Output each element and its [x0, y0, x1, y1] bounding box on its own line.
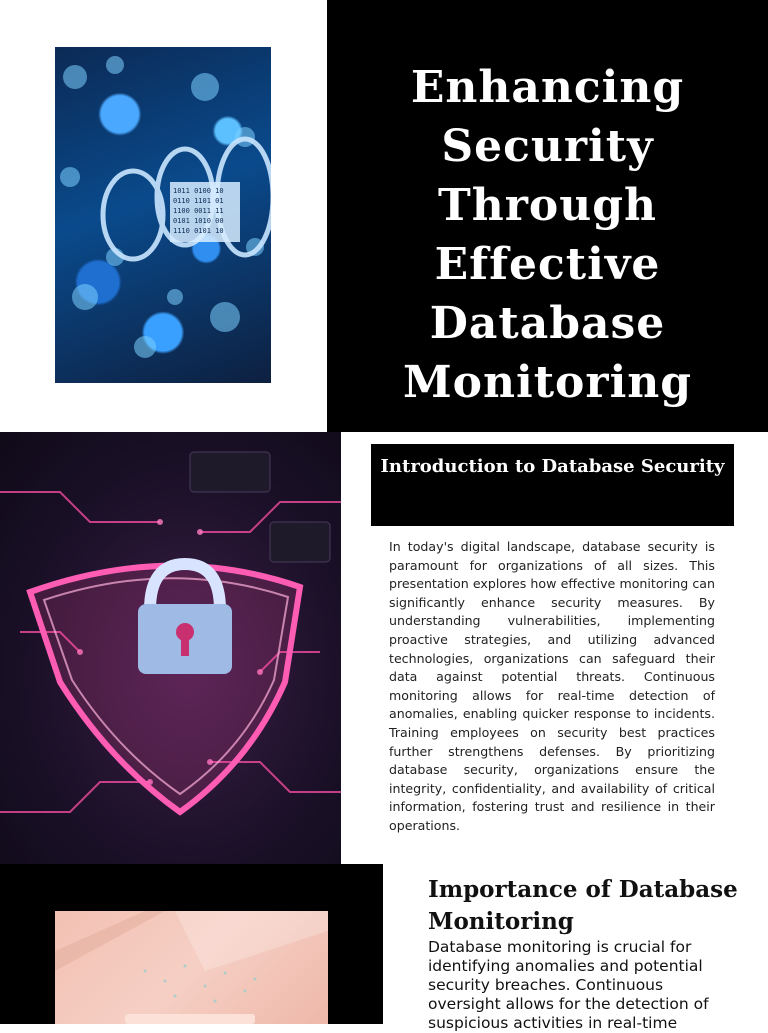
intro-heading: Introduction to Database Security — [380, 456, 725, 477]
intro-body-text: In today's digital landscape, database security is paramount for organizations of all sizes. This presentation explores how effective monitoring can significantly enhance security measures. By understanding vulnerabilities, implementing proactive strategies, and utilizing advanced technologies, organizations can safeguard their data against potential threats. Continuous monitoring allows for real-time detection of anomalies, enabling quicker response to incidents. Training employees on security best practices further strengthens defenses. By prioritizing database security, organizations ensure the integrity, confidentiality, and availability of critical information, fostering trust and resilience in their operations. — [389, 539, 715, 833]
introduction-slide — [0, 432, 768, 864]
title-slide — [0, 0, 768, 432]
importance-heading: Importance of Database Monitoring — [428, 876, 738, 935]
svg-text:1110 0101 10: 1110 0101 10 — [173, 227, 224, 235]
importance-image — [55, 911, 328, 1024]
svg-text:1011 0100 10: 1011 0100 10 — [173, 187, 224, 195]
importance-body-text: Database monitoring is crucial for identifying anomalies and potential security breaches. Continuous oversight allows for the detection of suspicious activities in real-time — [428, 938, 709, 1032]
svg-text:1100 0011 11: 1100 0011 11 — [173, 207, 224, 215]
data-chain-image — [55, 47, 271, 383]
svg-text:0110 1101 01: 0110 1101 01 — [173, 197, 224, 205]
importance-slide — [0, 864, 768, 1032]
svg-text:0101 1010 00: 0101 1010 00 — [173, 217, 224, 225]
presentation-title: Enhancing Security Through Effective Database Monitoring — [402, 62, 693, 408]
security-shield-image — [0, 432, 341, 864]
